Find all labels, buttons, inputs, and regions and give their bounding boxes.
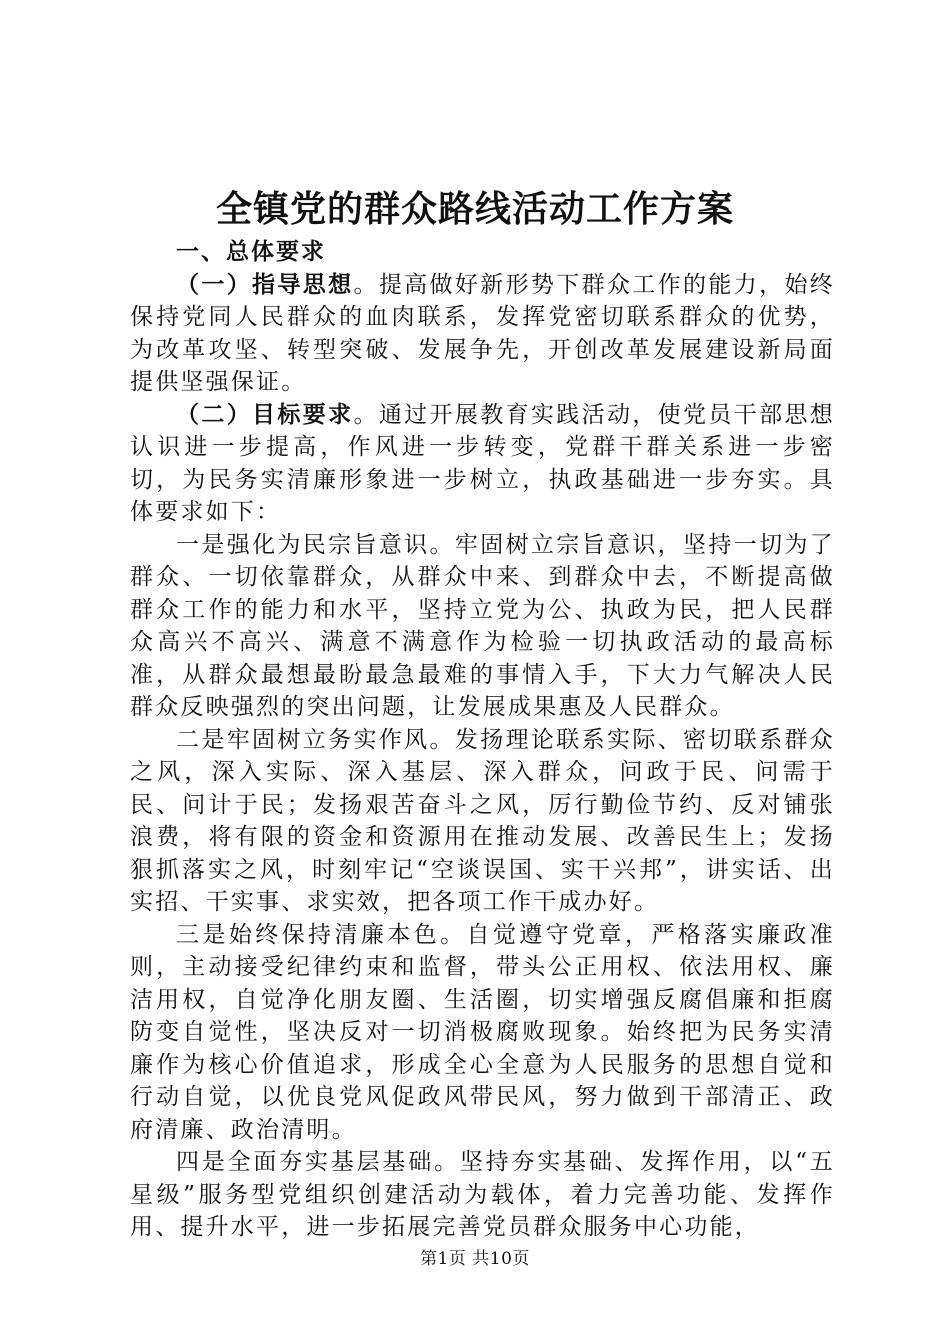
section-heading: 一、总体要求 bbox=[176, 238, 326, 265]
paragraph bbox=[130, 269, 835, 399]
paragraph-text: 四是全面夯实基层基础。坚持夯实基础、发挥作用，以“五星级”服务型党组织创建活动为载体，着力完善功能、发挥作用、提升水平，进一步拓展完善党员群众服务中心功能， bbox=[130, 1149, 835, 1240]
paragraph-lead: （一）指导思想 bbox=[176, 270, 354, 298]
paragraph bbox=[130, 399, 835, 529]
paragraph bbox=[130, 1146, 835, 1244]
page-footer: 第1页 共10页 bbox=[420, 1249, 530, 1269]
paragraph bbox=[130, 919, 835, 1147]
paragraph-text: 。提高做好新形势下群众工作的能力，始终保持党同人民群众的血肉联系，发挥党密切联系群众的优势，为改革攻坚、转型突破、发展争先，开创改革发展建设新局面提供坚强保证。 bbox=[130, 271, 835, 395]
paragraph bbox=[130, 724, 835, 919]
paragraph-text: 一是强化为民宗旨意识。牢固树立宗旨意识，坚持一切为了群众、一切依靠群众，从群众中来、到群众中去，不断提高做群众工作的能力和水平，坚持立党为公、执政为民，把人民群众高兴不高兴、满意不满意作为检验一切执政活动的最高标准，从群众最想最盼最急最难的事情入手，下大力气解决人民群众反映强烈的突出问题，让发展成果惠及人民群众。 bbox=[130, 531, 835, 720]
paragraph-text: 。通过开展教育实践活动，使党员干部思想认识进一步提高，作风进一步转变，党群干群关系进一步密切，为民务实清廉形象进一步树立，执政基础进一步夯实。具体要求如下： bbox=[130, 401, 835, 525]
paragraph bbox=[130, 529, 835, 724]
document-title: 全镇党的群众路线活动工作方案 bbox=[215, 188, 734, 230]
paragraph-text: 三是始终保持清廉本色。自觉遵守党章，严格落实廉政准则，主动接受纪律约束和监督，带头公正用权、依法用权、廉洁用权，自觉净化朋友圈、生活圈，切实增强反腐倡廉和拒腐防变自觉性，坚决反对一切消极腐败现象。始终把为民务实清廉作为核心价值追求，形成全心全意为人民服务的思想自觉和行动自觉，以优良党风促政风带民风，努力做到干部清正、政府清廉、政治清明。 bbox=[130, 921, 835, 1143]
document-body bbox=[130, 236, 835, 1244]
paragraph-lead: （二）目标要求 bbox=[176, 400, 354, 428]
paragraph-text: 二是牢固树立务实作风。发扬理论联系实际、密切联系群众之风，深入实际、深入基层、深入群众，问政于民、问需于民、问计于民；发扬艰苦奋斗之风，厉行勤俭节约、反对铺张浪费，将有限的资金和资源用在推动发展、改善民生上；发扬狠抓落实之风，时刻牢记“空谈误国、实干兴邦”，讲实话、出实招、干实事、求实效，把各项工作干成办好。 bbox=[130, 726, 835, 915]
